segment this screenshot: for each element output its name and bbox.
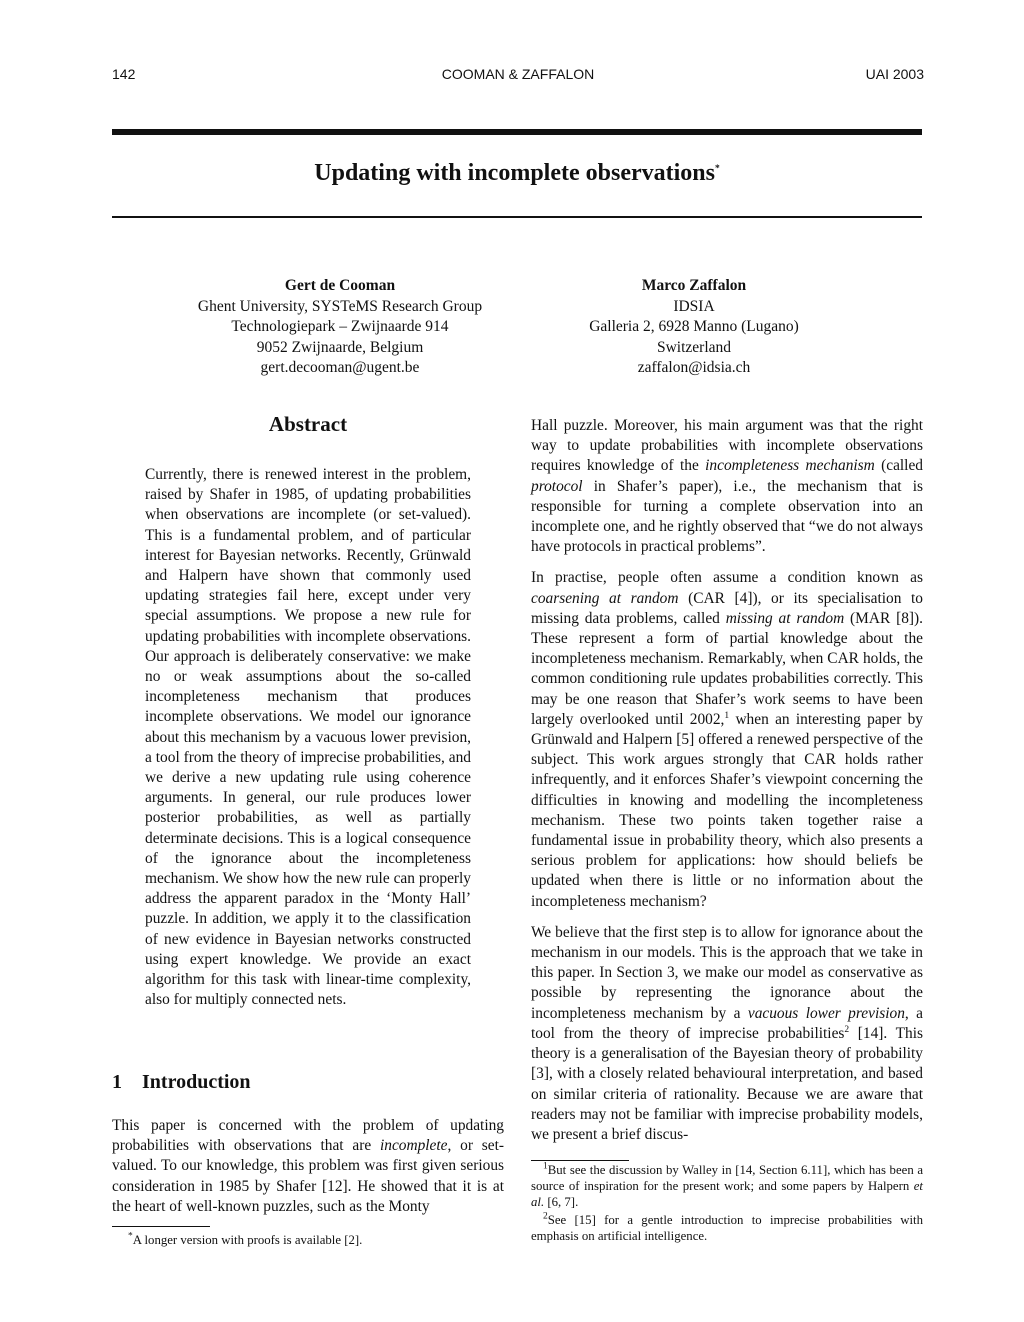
footnote-text: But see the discussion by Walley in [14, Section 6.11], which has been a source of inspiration for the present work; and some papers by Halpern bbox=[531, 1163, 923, 1193]
footnote-text: [6, 7]. bbox=[544, 1195, 579, 1209]
author-email: zaffalon@idsia.ch bbox=[637, 359, 751, 376]
footnote-1 bbox=[531, 1162, 923, 1210]
text-run: (MAR [8]). These represent a form of partial knowledge about the incompleteness mechanism. Remarkably, when CAR holds, the common conditioning rule updates probabilities correctly. This may be one reason that Shafer’s work seems to have been largely overlooked until 2002, bbox=[531, 609, 923, 728]
text-run-italic: incomplete bbox=[379, 1137, 448, 1155]
intro-paragraph-1-cont: Hall puzzle. Moreover, his main argument was that the right way to update probabilities with incomplete observations requires knowledge of the incompleteness mechanism (called protocol in Shafer’s paper), i.e., the mechanism that is responsible for turning a complete observation into an incomplete one, and he rightly observed that “we do not always have protocols in practical problems”. bbox=[531, 417, 923, 556]
title-footnote-mark: * bbox=[714, 164, 720, 174]
footnote-ref[interactable]: 1 bbox=[724, 710, 730, 721]
author-address: Technologiepark – Zwijnaarde 914 bbox=[231, 318, 449, 335]
running-header bbox=[112, 66, 924, 86]
author-affiliation: IDSIA bbox=[673, 297, 715, 315]
text-run: when an interesting paper by Grünwald and Halpern [5] offered a renewed perspective of the subject. This work argues strongly that CAR holds rather infrequently, and it enforces Shafer’s viewpoint concerning the difficulties in knowing and modelling the incompleteness mechanism. These two points taken together raise a fundamental issue in probability theory, which also presents a serious problem for applications: how should beliefs be updated when there is little or no information about the incompleteness mechanism? bbox=[531, 710, 923, 910]
author-address: Galleria 2, 6928 Manno (Lugano) bbox=[589, 318, 799, 335]
intro-paragraph-3 bbox=[531, 923, 923, 1145]
section-title: Introduction bbox=[142, 1071, 251, 1093]
page-number: 142 bbox=[112, 66, 136, 82]
text-run: (called bbox=[874, 457, 923, 475]
abstract-heading: Abstract bbox=[268, 412, 348, 436]
footnote-star bbox=[128, 1232, 504, 1248]
text-run: This paper is concerned with the problem of updating probabilities with observations that are bbox=[112, 1117, 504, 1155]
section-number: 1 bbox=[112, 1071, 122, 1093]
running-authors: COOMAN & ZAFFALON bbox=[441, 66, 595, 82]
abstract-text: Currently, there is renewed interest in the problem, raised by Shafer in 1985, of updating probabilities when observations are incomplete (or set-valued). This is a fundamental problem, and of particular interest for Bayesian networks. Recently, Grünwald and Halpern have shown that commonly used updating strategies fail here, except under very special assumptions. We propose a new rule for updating probabilities with incomplete observations. Our approach is deliberately conservative: we make no or weak assumptions about the so-called incompleteness mechanism that produces incomplete observations. We model our ignorance about this mechanism by a vacuous lower prevision, a tool from the theory of imprecise probabilities, and we derive a new updating rule using coherence arguments. In general, our rule produces lower posterior probabilities, as well as partially determinate decisions. This is a logical consequence of the ignorance about the incompleteness mechanism. We show how the new rule can properly address the apparent paradox in the ‘Monty Hall’ puzzle. In addition, we apply it to the classification of new evidence in Bayesian networks constructed using expert knowledge. We provide an exact algorithm for this task with linear-time complexity, also for multiply connected nets. bbox=[145, 466, 471, 1009]
title-rule-bottom bbox=[112, 216, 922, 218]
footnote-mark: 2 bbox=[543, 1211, 548, 1222]
footnote-text-italic: et al. bbox=[531, 1179, 923, 1209]
paper-title-text: Updating with incomplete observations bbox=[314, 160, 715, 186]
author-address: Switzerland bbox=[656, 338, 732, 356]
paper-title bbox=[112, 160, 922, 187]
intro-paragraph-1-start bbox=[112, 1116, 504, 1217]
footnote-text: A longer version with proofs is available [2]. bbox=[132, 1233, 363, 1247]
footnote-mark: * bbox=[128, 1231, 133, 1242]
text-run-italic: coarsening at random bbox=[531, 589, 679, 607]
venue: UAI 2003 bbox=[865, 66, 924, 82]
title-rule-top bbox=[112, 129, 922, 135]
text-run: , or set-valued. To our knowledge, this problem was first given serious consideration in 1985 by Shafer [12]. He showed that it is at the heart of well-known puzzles, such as the Monty bbox=[112, 1137, 504, 1215]
author-block-2 bbox=[560, 276, 828, 379]
author-name: Gert de Cooman bbox=[284, 277, 396, 294]
footnote-mark: 1 bbox=[543, 1161, 548, 1172]
text-run-italic: incompleteness mechanism bbox=[705, 457, 875, 475]
text-run: , a tool from the theory of imprecise probabilities bbox=[531, 1004, 923, 1042]
author-name: Marco Zaffalon bbox=[641, 277, 747, 294]
right-column bbox=[531, 416, 923, 1156]
section-heading bbox=[112, 1071, 251, 1094]
text-run-italic: vacuous lower prevision bbox=[747, 1004, 905, 1022]
text-run: In practise, people often assume a condition known as bbox=[531, 569, 923, 587]
footnote-ref[interactable]: 2 bbox=[844, 1024, 850, 1035]
author-email: gert.decooman@ugent.be bbox=[260, 359, 420, 376]
text-run-italic: missing at random bbox=[725, 609, 845, 627]
author-affiliation: Ghent University, SYSTeMS Research Group bbox=[197, 297, 483, 315]
footnote-text: See [15] for a gentle introduction to imprecise probabilities with emphasis on artificial intelligence. bbox=[531, 1213, 923, 1243]
author-address: 9052 Zwijnaarde, Belgium bbox=[256, 338, 424, 356]
text-run: in Shafer’s paper), i.e., the mechanism that is responsible for turning a complete observation into an incomplete one, and he rightly observed that “we do not always have protocols in practical problems”. bbox=[531, 477, 923, 556]
footnote-2 bbox=[531, 1212, 923, 1244]
text-run: We believe that the first step is to allow for ignorance about the mechanism in our models. This is the approach that we take in this paper. In Section 3, we make our model as conservative as possible by representing the ignorance about the incompleteness mechanism by a bbox=[531, 923, 923, 1022]
text-run-italic: protocol bbox=[531, 477, 583, 495]
intro-paragraph-2 bbox=[531, 568, 923, 911]
text-run: [14]. This theory is a generalisation of the Bayesian theory of probability [3], with a closely related behavioural interpretation, and based on similar criteria of rationality. Because we are aware that readers may not be familiar with imprecise probability models, we present a brief discus- bbox=[531, 1024, 923, 1143]
text-run: (CAR [4]), or its specialisation to missing data problems, called bbox=[531, 589, 923, 627]
footnote-rule bbox=[112, 1226, 210, 1227]
author-block-1 bbox=[180, 276, 500, 379]
footnotes-right bbox=[531, 1162, 923, 1246]
